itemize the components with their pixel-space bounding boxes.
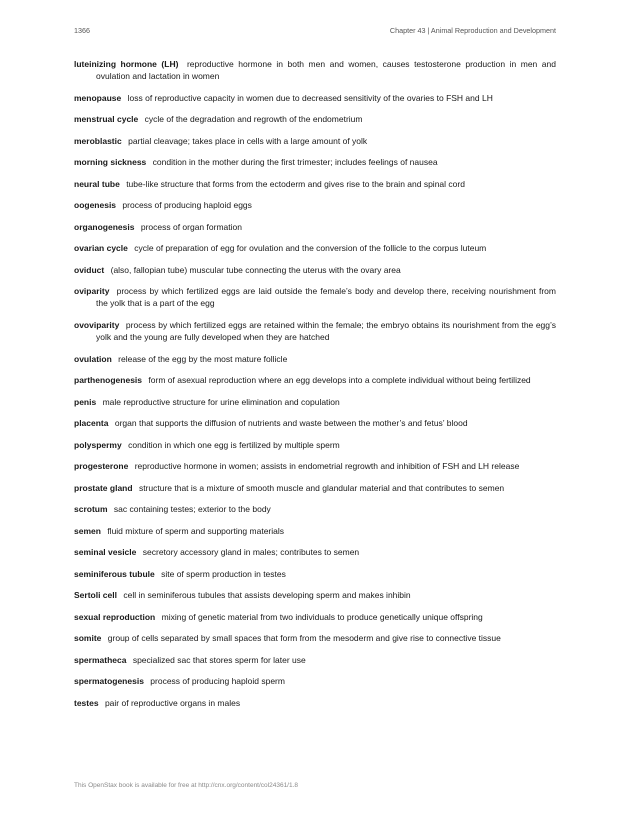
glossary-definition: condition in the mother during the first trimester; includes feelings of nausea: [152, 157, 438, 168]
glossary-term: parthenogenesis: [74, 375, 143, 386]
glossary-term: spermatogenesis: [74, 676, 144, 687]
glossary-entry: [74, 697, 556, 709]
glossary-definition: form of asexual reproduction where an egg develops into a complete individual without being fertilized: [148, 375, 531, 386]
glossary-definition: process by which fertilized eggs are retained within the female; the embryo obtains its nourishment from the egg’s yolk and the young are fully developed when they are hatched: [96, 319, 556, 343]
glossary-entry: [74, 319, 556, 343]
glossary-definition: partial cleavage; takes place in cells with a large amount of yolk: [128, 135, 368, 146]
glossary-entry: [74, 264, 556, 276]
glossary-term: somite: [74, 633, 102, 644]
glossary-entry: [74, 460, 556, 472]
glossary-term: polyspermy: [74, 439, 122, 450]
glossary-entry: [74, 156, 556, 168]
glossary-entry: [74, 135, 556, 147]
glossary-definition: specialized sac that stores sperm for later use: [132, 654, 306, 665]
glossary-entry: [74, 632, 556, 644]
glossary-definition: reproductive hormone in both men and women, causes testosterone production in men and ovulation and lactation in women: [96, 59, 556, 82]
glossary-definition: cell in seminiferous tubules that assists developing sperm and makes inhibin: [123, 590, 411, 601]
glossary-term: testes: [74, 697, 99, 708]
glossary-entry: [74, 439, 556, 451]
glossary-term: ovulation: [74, 353, 112, 364]
glossary-definition: process of producing haploid eggs: [122, 200, 252, 211]
glossary-definition: secretory accessory gland in males; contributes to semen: [142, 547, 360, 558]
glossary-term: penis: [74, 396, 97, 407]
glossary-definition: tube-like structure that forms from the ectoderm and gives rise to the brain and spinal cord: [126, 178, 465, 189]
glossary-term: seminiferous tubule: [74, 568, 155, 579]
glossary-definition: sac containing testes; exterior to the body: [113, 504, 271, 515]
glossary-term: sexual reproduction: [74, 611, 156, 622]
glossary-definition: release of the egg by the most mature follicle: [118, 353, 288, 364]
glossary-term: menstrual cycle: [74, 114, 139, 125]
glossary-term: placenta: [74, 418, 109, 429]
glossary-term: scrotum: [74, 504, 108, 515]
glossary-entry: [74, 611, 556, 623]
glossary-definition: male reproductive structure for urine elimination and copulation: [102, 396, 340, 407]
glossary-definition: (also, fallopian tube) muscular tube connecting the uterus with the ovary area: [110, 264, 401, 275]
glossary-term: semen: [74, 525, 101, 536]
glossary-entry: [74, 675, 556, 687]
glossary-entry: [74, 525, 556, 537]
glossary-definition: structure that is a mixture of smooth muscle and glandular material and that contributes to semen: [138, 482, 505, 493]
glossary-term: morning sickness: [74, 157, 147, 168]
glossary-entry: [74, 482, 556, 494]
glossary-definition: cycle of preparation of egg for ovulation and the conversion of the follicle to the corpus luteum: [134, 243, 487, 254]
page-number: 1366: [74, 26, 90, 35]
glossary-entry: [74, 242, 556, 254]
glossary-term: oogenesis: [74, 200, 117, 211]
glossary-entry: [74, 285, 556, 309]
glossary-entry: [74, 58, 556, 82]
glossary-entry: [74, 113, 556, 125]
glossary-definition: site of sperm production in testes: [161, 568, 286, 579]
glossary-term: progesterone: [74, 461, 129, 472]
glossary-term: meroblastic: [74, 135, 122, 146]
glossary-definition: process by which fertilized eggs are laid outside the female’s body and develop there, receiving nourishment from the yolk that is a part of the egg: [96, 286, 556, 309]
glossary-term: ovarian cycle: [74, 243, 128, 254]
glossary-entry: [74, 417, 556, 429]
glossary-term: neural tube: [74, 178, 120, 189]
glossary-definition: organ that supports the diffusion of nutrients and waste between the mother’s and fetus’ blood: [114, 418, 468, 429]
glossary-definition: reproductive hormone in women; assists in endometrial regrowth and inhibition of FSH and LH release: [134, 461, 520, 472]
glossary-entry: [74, 589, 556, 601]
glossary-term: spermatheca: [74, 654, 127, 665]
glossary-entry: [74, 503, 556, 515]
glossary-term: prostate gland: [74, 482, 133, 493]
glossary-definition: process of producing haploid sperm: [150, 676, 285, 687]
glossary-definition: pair of reproductive organs in males: [104, 697, 241, 708]
glossary-term: organogenesis: [74, 221, 135, 232]
glossary-entry: [74, 546, 556, 558]
glossary-entry: [74, 92, 556, 104]
glossary-definition: loss of reproductive capacity in women due to decreased sensitivity of the ovaries to FSH and LH: [127, 92, 493, 103]
glossary-definition: condition in which one egg is fertilized by multiple sperm: [128, 439, 340, 450]
glossary-entry: [74, 654, 556, 666]
glossary-term: ovoviparity: [74, 319, 120, 330]
glossary-entry: [74, 353, 556, 365]
chapter-title: Chapter 43 | Animal Reproduction and Development: [389, 26, 556, 35]
glossary-list: [74, 58, 556, 718]
glossary-entry: [74, 199, 556, 211]
glossary-entry: [74, 374, 556, 386]
glossary-definition: group of cells separated by small spaces that form from the mesoderm and give rise to connective tissue: [107, 633, 501, 644]
glossary-definition: process of organ formation: [140, 221, 242, 232]
glossary-entry: [74, 221, 556, 233]
glossary-definition: mixing of genetic material from two individuals to produce genetically unique offspring: [161, 611, 483, 622]
glossary-term: luteinizing hormone (LH): [74, 59, 179, 69]
glossary-entry: [74, 178, 556, 190]
glossary-term: seminal vesicle: [74, 547, 137, 558]
glossary-term: Sertoli cell: [74, 590, 117, 601]
glossary-definition: fluid mixture of sperm and supporting materials: [107, 525, 285, 536]
glossary-entry: [74, 396, 556, 408]
glossary-definition: cycle of the degradation and regrowth of the endometrium: [144, 114, 363, 125]
page-footer: This OpenStax book is available for free at http://cnx.org/content/col24361/1.8: [74, 782, 299, 789]
glossary-term: oviparity: [74, 286, 110, 297]
glossary-term: menopause: [74, 92, 122, 103]
glossary-entry: [74, 568, 556, 580]
glossary-term: oviduct: [74, 264, 105, 275]
